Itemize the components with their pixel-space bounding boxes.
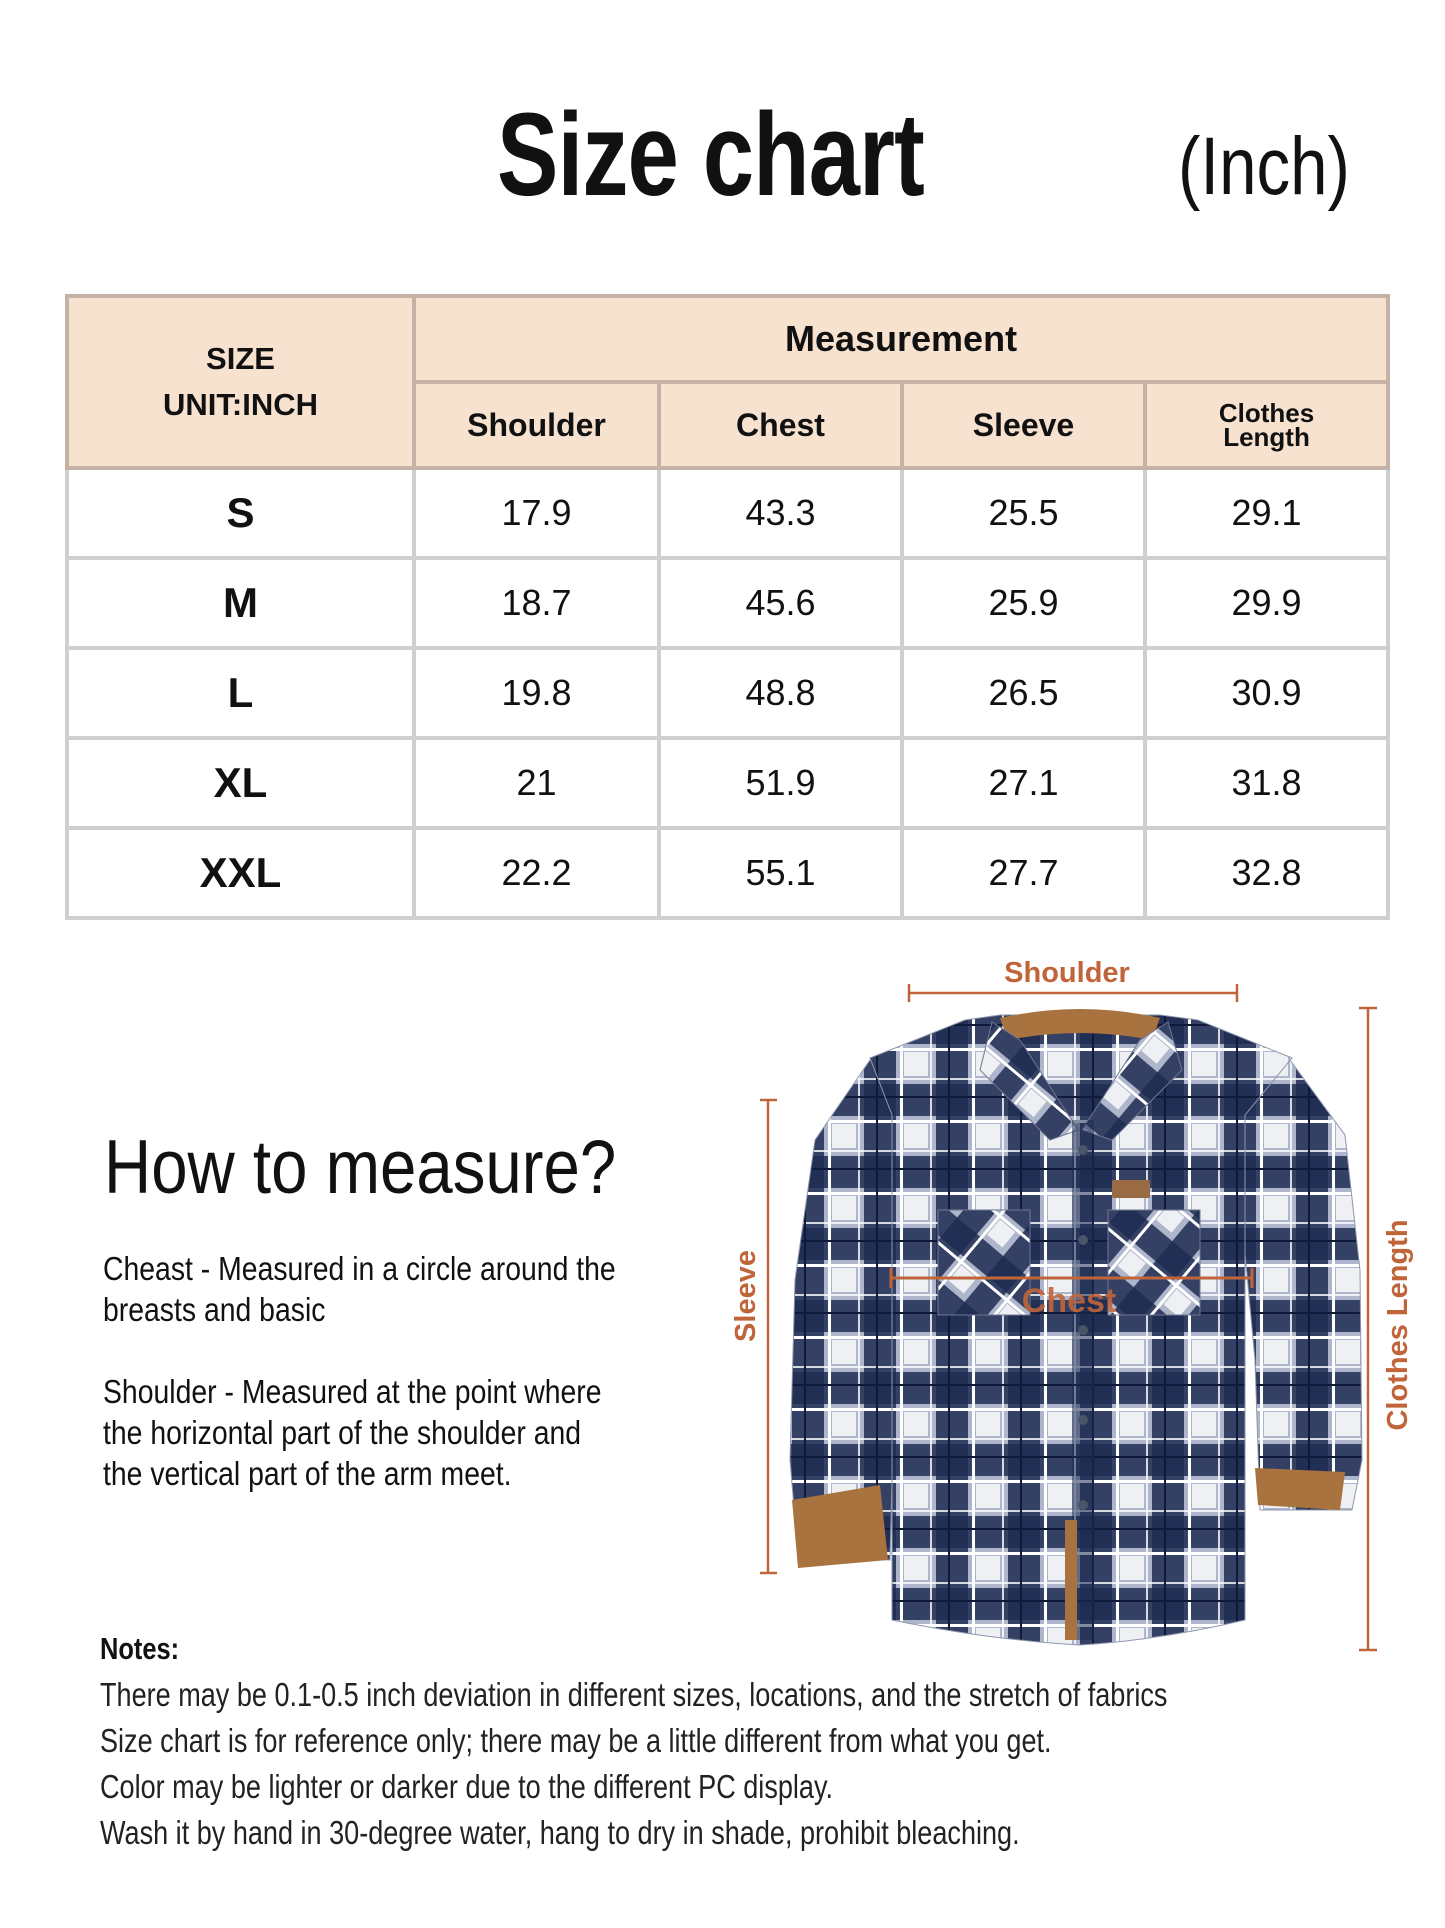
length-cell: 29.1 <box>1145 468 1388 558</box>
shoulder-description-line: Shoulder - Measured at the point where <box>103 1373 602 1410</box>
notes-title: Notes: <box>100 1631 180 1666</box>
size-cell: M <box>67 558 414 648</box>
chest-cell: 45.6 <box>659 558 902 648</box>
shoulder-cell: 17.9 <box>414 468 659 558</box>
column-header-clothes-length <box>1145 382 1388 468</box>
unit-header-label: UNIT:INCH <box>163 387 318 422</box>
chest-description-line: Cheast - Measured in a circle around the <box>103 1250 616 1287</box>
chest-cell: 55.1 <box>659 828 902 918</box>
size-header-label: SIZE <box>206 341 275 376</box>
note-line: Size chart is for reference only; there may be a little different from what you get. <box>100 1722 1052 1759</box>
shoulder-cell: 22.2 <box>414 828 659 918</box>
measurement-group-header: Measurement <box>414 296 1388 382</box>
size-chart-table <box>65 294 1390 920</box>
chest-description <box>103 1248 616 1330</box>
shoulder-description <box>103 1371 602 1494</box>
clothes-header-line2: Length <box>1223 422 1310 452</box>
clothes-header-line1: Clothes <box>1218 398 1315 428</box>
right-pocket <box>1108 1210 1200 1315</box>
sleeve-cell: 27.7 <box>902 828 1145 918</box>
sleeve-cell: 25.5 <box>902 468 1145 558</box>
shoulder-description-line: the horizontal part of the shoulder and <box>103 1414 582 1451</box>
unit-label: (Inch) <box>1178 121 1350 212</box>
size-cell: XXL <box>67 828 414 918</box>
length-cell: 30.9 <box>1145 648 1388 738</box>
shirt-measurement-diagram <box>720 940 1445 1670</box>
chest-annotation-label: Chest <box>1021 1282 1117 1320</box>
size-cell: XL <box>67 738 414 828</box>
chest-cell: 51.9 <box>659 738 902 828</box>
table-row <box>67 738 1388 828</box>
clothes-length-measure-line <box>1359 1008 1377 1650</box>
column-header-shoulder: Shoulder <box>414 382 659 468</box>
placket-lining <box>1065 1520 1077 1640</box>
table-row <box>67 828 1388 918</box>
shoulder-annotation-label: Shoulder <box>1004 957 1130 989</box>
sleeve-cell: 27.1 <box>902 738 1145 828</box>
sleeve-measure-line <box>760 1100 777 1573</box>
brand-patch <box>1112 1180 1150 1198</box>
page-title: Size chart <box>497 89 925 221</box>
sleeve-annotation-label: Sleeve <box>730 1250 762 1342</box>
column-header-sleeve: Sleeve <box>902 382 1145 468</box>
chest-cell: 48.8 <box>659 648 902 738</box>
note-line: Color may be lighter or darker due to the different PC display. <box>100 1768 834 1805</box>
clothes-length-annotation-label: Clothes Length <box>1382 1219 1414 1431</box>
size-cell: S <box>67 468 414 558</box>
size-column-header <box>67 296 414 468</box>
left-pocket <box>938 1210 1030 1315</box>
table-row <box>67 468 1388 558</box>
right-cuff <box>1255 1468 1345 1510</box>
table-row <box>67 558 1388 648</box>
chest-cell: 43.3 <box>659 468 902 558</box>
how-to-measure-heading: How to measure? <box>104 1125 617 1210</box>
size-cell: L <box>67 648 414 738</box>
shoulder-cell: 21 <box>414 738 659 828</box>
sleeve-cell: 26.5 <box>902 648 1145 738</box>
chest-description-line: breasts and basic <box>103 1291 326 1328</box>
notes-section <box>100 1626 1167 1856</box>
note-line: Wash it by hand in 30-degree water, hang to dry in shade, prohibit bleaching. <box>100 1814 1020 1851</box>
table-row <box>67 648 1388 738</box>
sleeve-cell: 25.9 <box>902 558 1145 648</box>
shoulder-cell: 19.8 <box>414 648 659 738</box>
length-cell: 31.8 <box>1145 738 1388 828</box>
length-cell: 32.8 <box>1145 828 1388 918</box>
column-header-chest: Chest <box>659 382 902 468</box>
length-cell: 29.9 <box>1145 558 1388 648</box>
shoulder-description-line: the vertical part of the arm meet. <box>103 1455 512 1492</box>
note-line: There may be 0.1-0.5 inch deviation in different sizes, locations, and the stretch of fabrics <box>100 1676 1168 1713</box>
shoulder-cell: 18.7 <box>414 558 659 648</box>
